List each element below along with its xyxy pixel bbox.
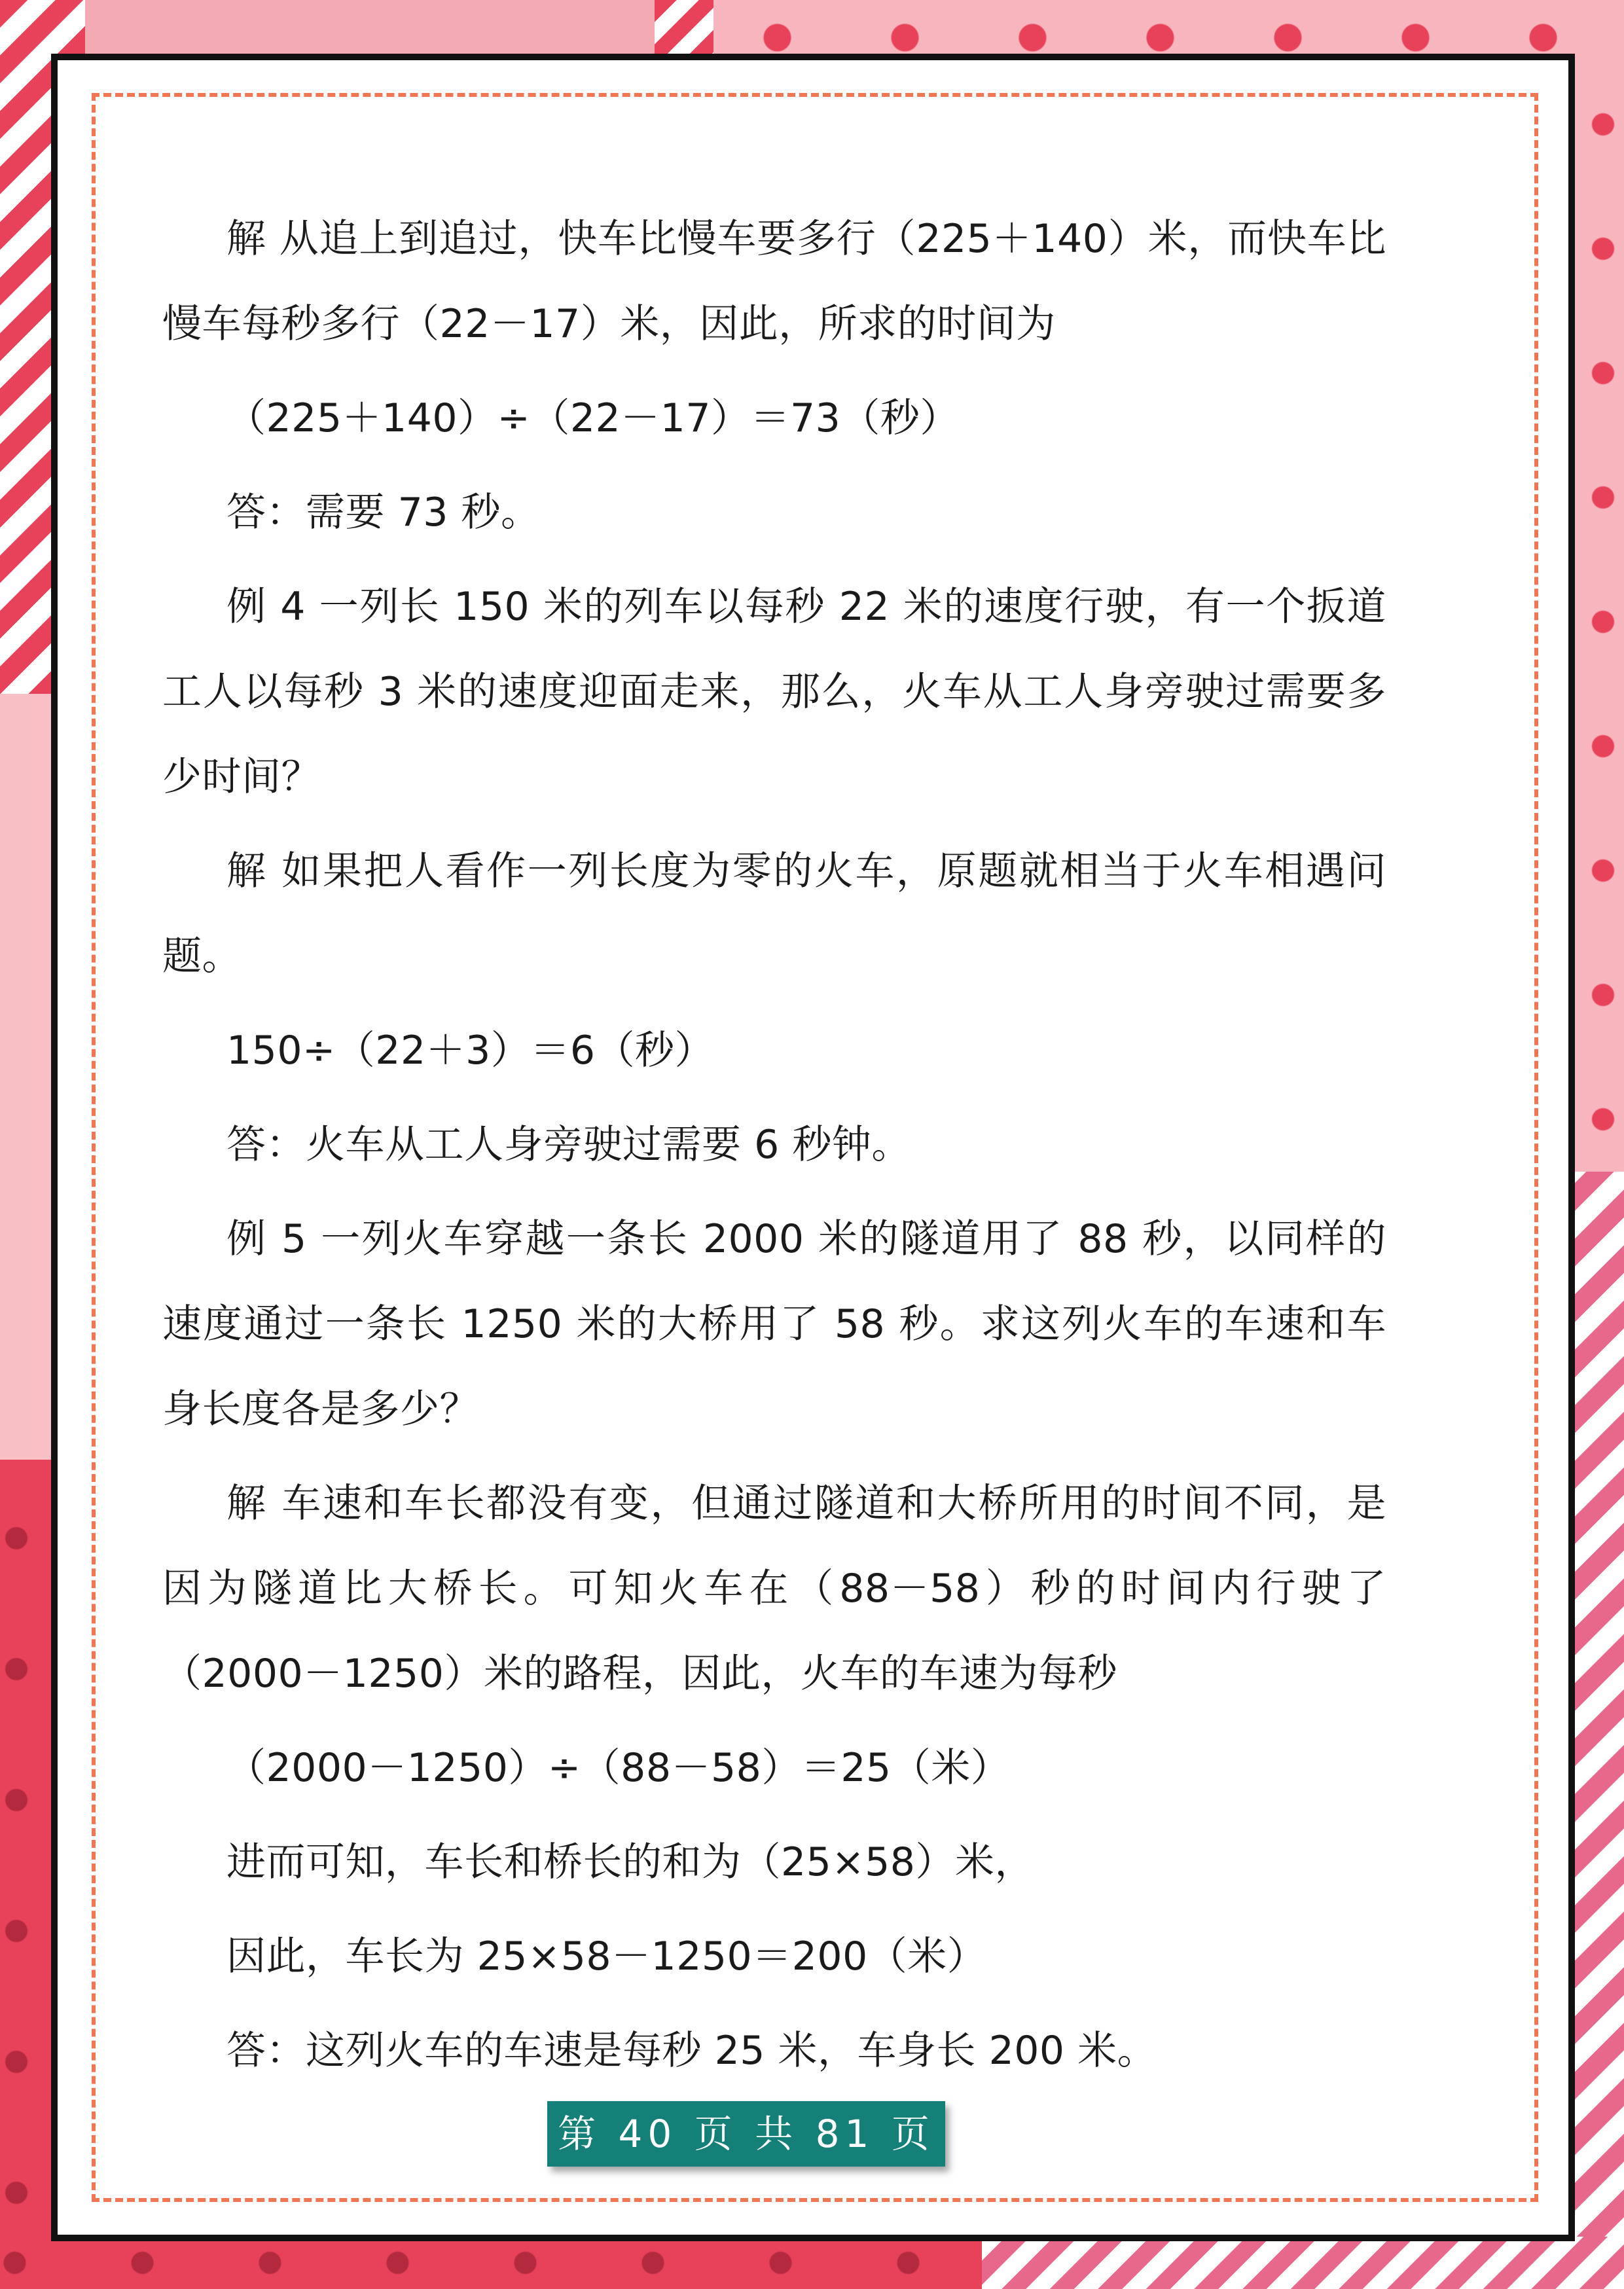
document-body [162, 196, 1386, 2102]
formula-line: （2000－1250）÷（88－58）＝25（米） [226, 1745, 1011, 1791]
answer-line: 答：这列火车的车速是每秒 25 米，车身长 200 米。 [226, 2028, 1157, 2074]
bottom-stripe-decoration [982, 2237, 1624, 2289]
answer-line: 答：需要 73 秒。 [226, 490, 541, 535]
top-polka-dot-decoration [713, 0, 1624, 62]
answer-line: 答：火车从工人身旁驶过需要 6 秒钟。 [226, 1122, 911, 1168]
example-4-question: 例 4 一列长 150 米的列车以每秒 22 米的速度行驶，有一个扳道工人以每秒 3 米的速度迎面走来，那么，火车从工人身旁驶过需要多少时间？ [162, 584, 1386, 800]
page-number-badge: 第 40 页 共 81 页 [547, 2101, 945, 2167]
formula-line: 150÷（22＋3）＝6（秒） [226, 1028, 714, 1073]
example-5-question: 例 5 一列火车穿越一条长 2000 米的隧道用了 88 秒，以同样的速度通过一条长 1250 米的大桥用了 58 秒。求这列火车的车速和车身长度各是多少？ [162, 1216, 1386, 1432]
paragraph: 因此，车长为 25×58－1250＝200（米） [226, 1934, 987, 1979]
paragraph: 进而可知，车长和桥长的和为（25×58）米， [226, 1839, 1034, 1885]
paragraph: 解 从追上到追过，快车比慢车要多行（225＋140）米，而快车比慢车每秒多行（22－17）米，因此，所求的时间为 [162, 216, 1386, 347]
bottom-red-polka-dot-decoration [0, 2237, 1113, 2289]
example-4-solution: 解 如果把人看作一列长度为零的火车，原题就相当于火车相遇问题。 [162, 848, 1386, 979]
example-5-solution: 解 车速和车长都没有变，但通过隧道和大桥所用的时间不同，是因为隧道比大桥长。可知火车在（88－58）秒的时间内行驶了（2000－1250）米的路程，因此，火车的车速为每秒 [162, 1481, 1386, 1697]
formula-line: （225＋140）÷（22－17）＝73（秒） [226, 395, 960, 441]
